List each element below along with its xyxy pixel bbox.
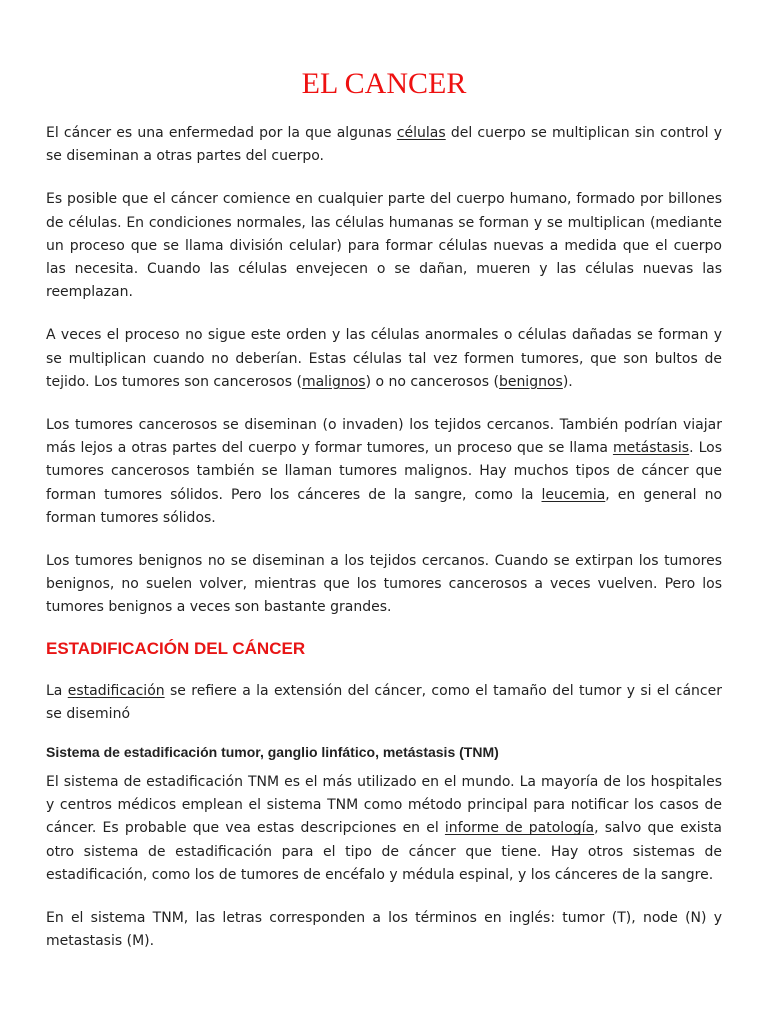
text: Los tumores cancerosos se diseminan (o invaden) los tejidos cercanos. También podrían viajar más lejos a otras partes del cuerpo y formar tumores, un proceso que se llama	[46, 417, 722, 457]
paragraph-tnm-letters: En el sistema TNM, las letras corresponden a los términos en inglés: tumor (T), node (N) y metastasis (M).	[46, 910, 722, 950]
link-leucemia[interactable]: leucemia	[541, 486, 606, 503]
text: ).	[562, 373, 573, 390]
text: , salvo que exista otro sistema de estadificación para el tipo de cáncer que tiene. Hay otros sistemas de estadificación, como los de tumores de encéfalo y médula espinal, y los cánceres de la sangre.	[46, 820, 722, 883]
link-benignos[interactable]: benignos	[498, 373, 563, 390]
text: El sistema de estadificación TNM es el más utilizado en el mundo. La mayoría de los hospitales y centros médicos emplean el sistema TNM como método principal para notificar los casos de cáncer. Es probable que vea estas descripciones en el	[46, 774, 722, 837]
paragraph-tnm-system	[46, 771, 722, 887]
text: El cáncer es una enfermedad por la que algunas	[46, 125, 397, 141]
text: ) o no cancerosos (	[365, 373, 499, 390]
link-metastasis[interactable]: metástasis	[612, 440, 690, 457]
link-malignos[interactable]: malignos	[301, 373, 366, 390]
text: A veces el proceso no sigue este orden y las células anormales o células dañadas se forman y se multiplican cuando no deberían. Estas células tal vez formen tumores, que son bultos de tejido. Los tumores son cancerosos (	[46, 327, 722, 390]
paragraph-malignant-tumors	[46, 414, 722, 530]
link-informe-patologia[interactable]: informe de patología	[444, 820, 595, 837]
text: , en general no forman tumores sólidos.	[46, 486, 723, 526]
text: . Los tumores cancerosos también se llaman tumores malignos. Hay muchos tipos de cáncer que forman tumores sólidos. Pero los cánceres de la sangre, como la	[46, 440, 722, 503]
section-heading-staging: ESTADIFICACIÓN DEL CÁNCER	[46, 638, 306, 658]
paragraph-origin: Es posible que el cáncer comience en cualquier parte del cuerpo humano, formado por billones de células. En condiciones normales, las células humanas se forman y se multiplican (mediante un proceso que se llama división celular) para formar células nuevas a medida que el cuerpo las necesita. Cuando las células envejecen o se dañan, mueren y las células nuevas las reemplazan.	[46, 191, 722, 301]
document-title: EL CANCER	[301, 67, 467, 100]
paragraph-abnormal-cells	[46, 324, 722, 394]
link-estadificacion[interactable]: estadificación	[67, 682, 165, 699]
text: La	[46, 682, 68, 699]
subheading-tnm: Sistema de estadificación tumor, ganglio linfático, metástasis (TNM)	[46, 744, 499, 761]
paragraph-staging	[46, 680, 722, 726]
paragraph-intro	[46, 122, 722, 168]
text: se refiere a la extensión del cáncer, como el tamaño del tumor y si el cáncer se diseminó	[46, 682, 722, 722]
paragraph-benign-tumors: Los tumores benignos no se diseminan a los tejidos cercanos. Cuando se extirpan los tumores benignos, no suelen volver, mientras que los tumores cancerosos a veces vuelven. Pero los tumores benignos a veces son bastante grandes.	[46, 553, 722, 616]
link-celulas[interactable]: células	[396, 125, 446, 141]
text: del cuerpo se multiplican sin control y se diseminan a otras partes del cuerpo.	[46, 125, 722, 165]
